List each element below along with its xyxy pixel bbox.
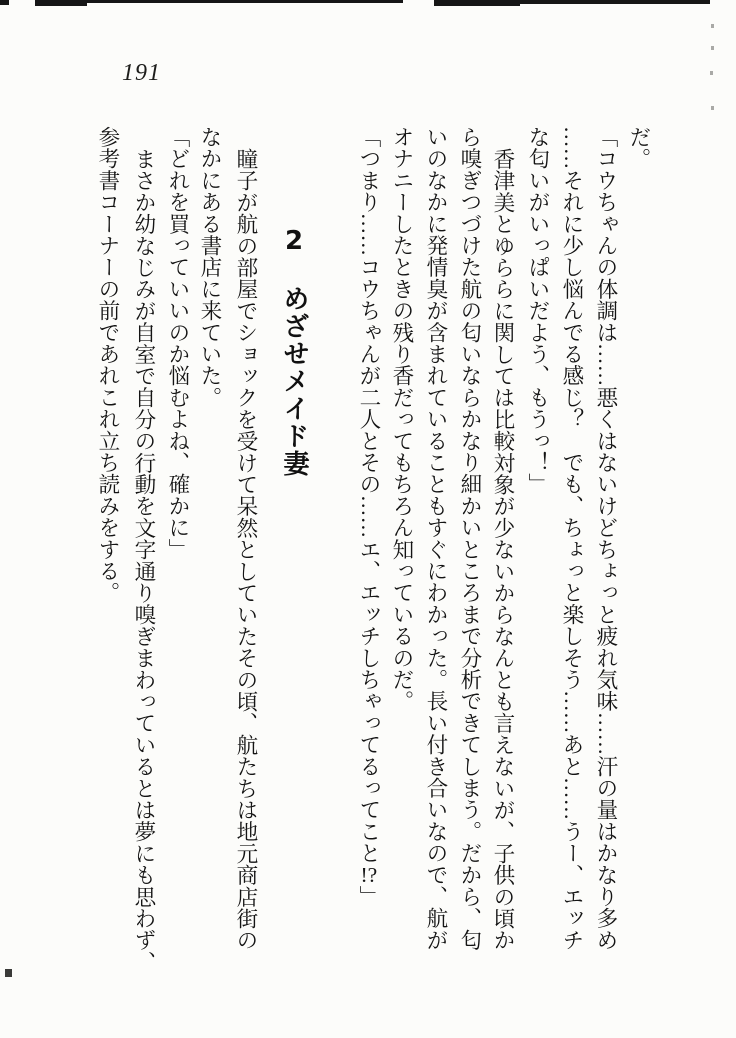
scan-edge-mark xyxy=(434,0,520,6)
text-column-4: な匂いがいっぱいだよう、もうっ！」 xyxy=(525,126,550,495)
text-column-9 xyxy=(357,126,380,1006)
text-column-6: ら嗅ぎつづけた航の匂いならかなり細かいところまで分析できてしまう。だから、匂 xyxy=(457,126,482,951)
tcy-exclamation-question: !? xyxy=(360,863,378,886)
text-column-2: 「コウちゃんの体調は……悪くはないけどちょっと疲れ気味……汗の量はかなり多め xyxy=(593,126,618,951)
text-column-13: まさか幼なじみが自室で自分の行動を文字通り嗅ぎまわっているとは夢にも思わず、 xyxy=(131,148,156,973)
scan-speck xyxy=(711,24,714,28)
text-column-1: だ。 xyxy=(626,126,651,170)
scan-edge-mark xyxy=(35,0,403,3)
scan-speck xyxy=(711,106,714,110)
text-column-12: 「どれを買っていいのか悩むよね、確かに」 xyxy=(165,126,190,560)
text-segment: 「つまり……コウちゃんが二人とその……エ、エッチしちゃってるってこと xyxy=(356,126,381,864)
text-segment: 」 xyxy=(356,885,381,908)
scan-edge-mark xyxy=(35,0,87,6)
text-column-11: なかにある書店に来ていた。 xyxy=(197,126,222,409)
text-column-8: オナニーしたときの残り香だってもちろん知っているのだ。 xyxy=(389,126,414,712)
chapter-heading: 2 めざせメイド妻 xyxy=(279,226,309,478)
text-column-7: いのなかに発情臭が含まれていることもすぐにわかった。長い付き合いなので、航が xyxy=(423,126,448,951)
scan-edge-mark xyxy=(0,0,9,5)
scan-speck xyxy=(711,46,714,50)
text-column-10: 瞳子が航の部屋でショックを受けて呆然としていたその頃、航たちは地元商店街の xyxy=(233,148,258,951)
text-column-3: ……それに少し悩んでる感じ？ でも、ちょっと楽しそう……あと……うー、エッチ xyxy=(559,126,584,951)
scan-speck xyxy=(710,71,713,75)
text-column-5: 香津美とゆららに関しては比較対象が少ないからなんとも言えないが、子供の頃か xyxy=(490,148,515,951)
scan-speck xyxy=(5,969,12,977)
page-number: 191 xyxy=(122,60,161,86)
text-column-14: 参考書コーナーの前であれこれ立ち読みをする。 xyxy=(95,126,120,604)
